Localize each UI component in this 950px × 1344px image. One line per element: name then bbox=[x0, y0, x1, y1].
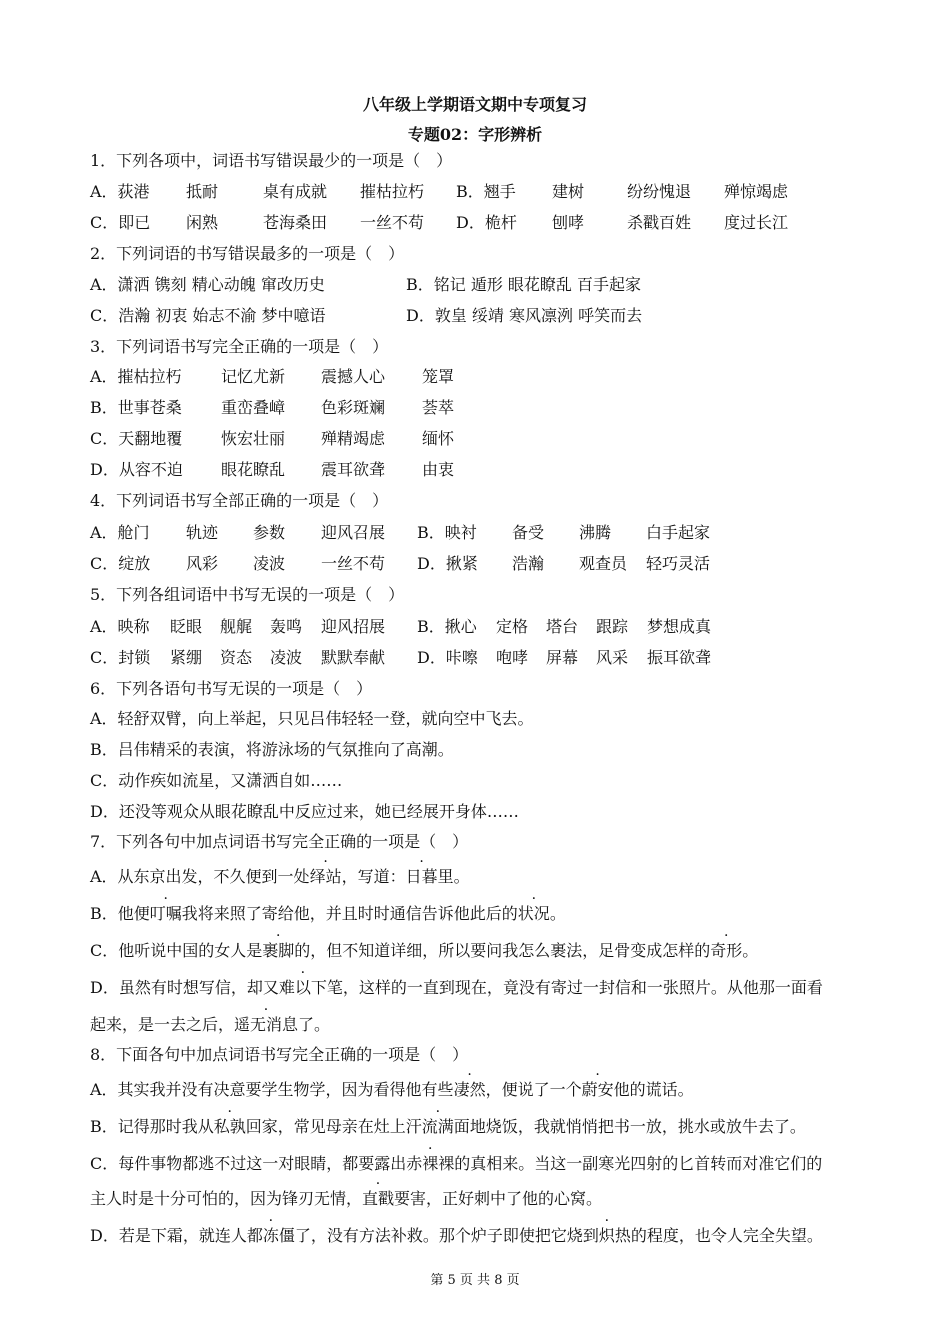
option-cell: 梦想成真 bbox=[647, 617, 712, 636]
option-cell: 轻巧灵活 bbox=[646, 554, 711, 573]
option-cell: D．敦皇 绥靖 寒风凛洌 呼笑而去 bbox=[406, 306, 643, 325]
option-cell: A．潇洒 镌刻 精心动魄 窜改历史 bbox=[90, 275, 325, 294]
question-8-option-a bbox=[90, 1080, 694, 1100]
option-cell: A．映称 bbox=[90, 617, 150, 636]
option-cell: 眼花瞭乱 bbox=[221, 460, 286, 479]
option-cell: 震撼人心 bbox=[321, 367, 386, 386]
question-7-option-c bbox=[90, 941, 758, 961]
option-cell: 桌有成就 bbox=[263, 182, 328, 201]
option-cell: 屏幕 bbox=[546, 648, 579, 667]
dotted-word: 遥无消息 bbox=[234, 1015, 299, 1034]
option-cell: 紧绷 bbox=[170, 648, 203, 667]
text-run: 里。 bbox=[437, 867, 470, 886]
text-run: 他的谎话。 bbox=[613, 1080, 694, 1099]
dotted-word: 直戳 bbox=[362, 1189, 395, 1208]
option-cell: 迎风召展 bbox=[321, 523, 386, 542]
option-cell: 观查员 bbox=[579, 554, 628, 573]
text-run: 。 bbox=[742, 941, 759, 960]
question-4-stem: 4．下列词语书写全部正确的一项是（ ） bbox=[90, 491, 389, 510]
question-6-option-c: C．动作疾如流星，又潇洒自如…… bbox=[90, 771, 343, 790]
option-cell: 一丝不苟 bbox=[360, 213, 425, 232]
text-run: 笔，这样的一直到现在，竟没有寄过一封信和一张照片。从他那一面看 bbox=[326, 978, 823, 997]
option-cell: C．绽放 bbox=[90, 554, 151, 573]
option-cell: 缅怀 bbox=[422, 429, 455, 448]
question-8-option-c-cont bbox=[90, 1189, 602, 1209]
option-cell: 凌波 bbox=[253, 554, 286, 573]
option-cell: 跟踪 bbox=[596, 617, 629, 636]
dotted-word: 难以下 bbox=[278, 978, 327, 997]
document-subtitle: 专题02：字形辨析 bbox=[407, 125, 543, 144]
dotted-word: 凄然 bbox=[453, 1080, 486, 1099]
dotted-word: 奇形 bbox=[710, 941, 743, 960]
question-1-stem: 1．下列各项中，词语书写错误最少的一项是（ ） bbox=[90, 151, 453, 170]
option-cell: 迎风招展 bbox=[321, 617, 386, 636]
option-cell: D．桅杆 bbox=[456, 213, 517, 232]
dotted-word: 汗流满面 bbox=[405, 1117, 470, 1136]
option-cell: 殚精竭虑 bbox=[321, 429, 386, 448]
text-run: 热的程度，也令人完全失望。 bbox=[614, 1226, 823, 1245]
document-title: 八年级上学期语文期中专项复习 bbox=[362, 95, 587, 114]
option-cell: 闲熟 bbox=[186, 213, 219, 232]
option-cell: 咆哮 bbox=[496, 648, 529, 667]
dotted-word: 炽 bbox=[598, 1226, 615, 1245]
text-run: C．他听说中国的女人是 bbox=[90, 941, 263, 960]
text-run: 的真相来。当这一副寒光四射的匕首转而对准它们的 bbox=[454, 1154, 823, 1173]
text-run: 了。 bbox=[298, 1015, 331, 1034]
text-run: ，写道： bbox=[341, 867, 406, 886]
option-cell: 塔台 bbox=[546, 617, 579, 636]
option-cell: 笼罩 bbox=[422, 367, 455, 386]
option-cell: 振耳欲聋 bbox=[647, 648, 712, 667]
text-run: 僵了，没有方法补救。那个炉子即使把它烧到 bbox=[278, 1226, 599, 1245]
option-cell: C．即已 bbox=[90, 213, 151, 232]
question-7-option-a bbox=[90, 867, 470, 887]
option-cell: 默默奉献 bbox=[321, 648, 386, 667]
option-cell: 沸腾 bbox=[579, 523, 612, 542]
text-run: C．每件事物都逃不过这一对眼睛，都要露出 bbox=[90, 1154, 407, 1173]
question-6-option-a: A．轻舒双臂，向上举起，只见吕伟轻轻一登，就向空中飞去。 bbox=[90, 709, 534, 728]
option-cell: 定格 bbox=[496, 617, 529, 636]
text-run: 要害，正好刺中了他的心窝。 bbox=[394, 1189, 603, 1208]
option-cell: 白手起家 bbox=[646, 523, 711, 542]
option-cell: A．荻港 bbox=[90, 182, 150, 201]
option-cell: 抵耐 bbox=[186, 182, 219, 201]
question-3-stem: 3．下列词语书写完全正确的一项是（ ） bbox=[90, 337, 389, 356]
option-cell: A．舱门 bbox=[90, 523, 150, 542]
option-cell: 杀戳百姓 bbox=[627, 213, 692, 232]
option-cell: 震耳欲聋 bbox=[321, 460, 386, 479]
question-7-option-d bbox=[90, 978, 823, 998]
text-run: 起来，是一去之后， bbox=[90, 1015, 235, 1034]
question-2-stem: 2．下列词语的书写错误最多的一项是（ ） bbox=[90, 244, 405, 263]
text-run: 的，但不知道详细，所以要问我怎么裹法，足骨变成怎样的 bbox=[294, 941, 711, 960]
option-cell: 轰鸣 bbox=[270, 617, 303, 636]
option-cell: 纷纷愧退 bbox=[627, 182, 692, 201]
text-run: B．记得那时我从 bbox=[90, 1117, 214, 1136]
question-7-option-d-cont bbox=[90, 1015, 330, 1035]
option-cell: 刨哮 bbox=[552, 213, 585, 232]
dotted-word: 状况 bbox=[517, 904, 550, 923]
option-cell: 荟萃 bbox=[422, 398, 455, 417]
option-cell: 风彩 bbox=[186, 554, 219, 573]
option-cell: 记忆尤新 bbox=[221, 367, 286, 386]
option-cell: B．揪心 bbox=[417, 617, 477, 636]
question-6-stem: 6．下列各语句书写无误的一项是（ ） bbox=[90, 679, 373, 698]
option-cell: 重峦叠嶂 bbox=[221, 398, 286, 417]
option-cell: 苍海桑田 bbox=[263, 213, 328, 232]
option-cell: B．翘手 bbox=[456, 182, 516, 201]
dotted-word: 赤裸裸 bbox=[406, 1154, 455, 1173]
option-cell: 殚惊竭虑 bbox=[724, 182, 789, 201]
option-cell: 参数 bbox=[253, 523, 286, 542]
text-run: 我将来照了寄给他，并且时时通信告诉他此后的 bbox=[181, 904, 518, 923]
question-8-option-d bbox=[90, 1226, 823, 1246]
question-5-stem: 5．下列各组词语中书写无误的一项是（ ） bbox=[90, 585, 405, 604]
option-cell: 风采 bbox=[596, 648, 629, 667]
option-cell: 摧枯拉朽 bbox=[360, 182, 425, 201]
dotted-word: 裹脚 bbox=[262, 941, 295, 960]
option-cell: 由衷 bbox=[422, 460, 455, 479]
page-footer: 第 5 页 共 8 页 bbox=[430, 1273, 520, 1288]
text-run: A．从东京出发，不久便到一处 bbox=[90, 867, 310, 886]
option-cell: D．从容不迫 bbox=[90, 460, 183, 479]
question-8-option-b bbox=[90, 1117, 806, 1137]
question-8-option-c bbox=[90, 1154, 822, 1174]
option-cell: D．揪紧 bbox=[417, 554, 478, 573]
option-cell: C．天翻地覆 bbox=[90, 429, 183, 448]
option-cell: A．摧枯拉朽 bbox=[90, 367, 182, 386]
option-cell: 眨眼 bbox=[170, 617, 203, 636]
option-cell: 轨迹 bbox=[186, 523, 219, 542]
text-run: B．他便 bbox=[90, 904, 150, 923]
option-cell: 一丝不苟 bbox=[321, 554, 386, 573]
option-cell: D．咔嚓 bbox=[417, 648, 478, 667]
text-run: A．其实我并没有决意要学生物学，因为看得他有些 bbox=[90, 1080, 454, 1099]
option-cell: B．世事苍桑 bbox=[90, 398, 182, 417]
text-run: 。 bbox=[549, 904, 566, 923]
dotted-word: 私孰 bbox=[213, 1117, 246, 1136]
question-7-option-b bbox=[90, 904, 566, 924]
option-cell: 色彩斑斓 bbox=[321, 398, 386, 417]
text-run: 主人时是十分可怕的，因为锋刃无情， bbox=[90, 1189, 363, 1208]
option-cell: B．铭记 遁形 眼花瞭乱 百手起家 bbox=[406, 275, 642, 294]
text-run: 回家，常见母亲在灶上 bbox=[245, 1117, 406, 1136]
text-run: D．若是下霜，就连人都 bbox=[90, 1226, 263, 1245]
dotted-word: 日暮 bbox=[405, 867, 438, 886]
question-7-stem: 7．下列各句中加点词语书写完全正确的一项是（ ） bbox=[90, 832, 469, 851]
option-cell: 备受 bbox=[512, 523, 545, 542]
question-8-stem: 8．下面各句中加点词语书写完全正确的一项是（ ） bbox=[90, 1045, 469, 1064]
question-6-option-b: B．吕伟精采的表演，将游泳场的气氛推向了高潮。 bbox=[90, 740, 454, 759]
dotted-word: 叮嘱 bbox=[149, 904, 182, 923]
option-cell: B．映衬 bbox=[417, 523, 477, 542]
option-cell: 舰艉 bbox=[220, 617, 253, 636]
dotted-word: 蔚安 bbox=[581, 1080, 614, 1099]
option-cell: C．浩瀚 初衷 始志不渝 梦中噫语 bbox=[90, 306, 326, 325]
option-cell: 恢宏壮丽 bbox=[221, 429, 286, 448]
dotted-word: 绎站 bbox=[309, 867, 342, 886]
option-cell: 资态 bbox=[220, 648, 253, 667]
option-cell: 浩瀚 bbox=[512, 554, 545, 573]
option-cell: C．封锁 bbox=[90, 648, 151, 667]
text-run: ，便说了一个 bbox=[485, 1080, 582, 1099]
option-cell: 凌波 bbox=[270, 648, 303, 667]
option-cell: 度过长江 bbox=[724, 213, 789, 232]
text-run: D．虽然有时想写信，却又 bbox=[90, 978, 279, 997]
text-run: 地烧饭，我就悄悄把书一放，挑水或放牛去了。 bbox=[469, 1117, 806, 1136]
question-6-option-d: D．还没等观众从眼花瞭乱中反应过来，她已经展开身体…… bbox=[90, 802, 519, 821]
option-cell: 建树 bbox=[552, 182, 585, 201]
dotted-word: 冻 bbox=[262, 1226, 279, 1245]
